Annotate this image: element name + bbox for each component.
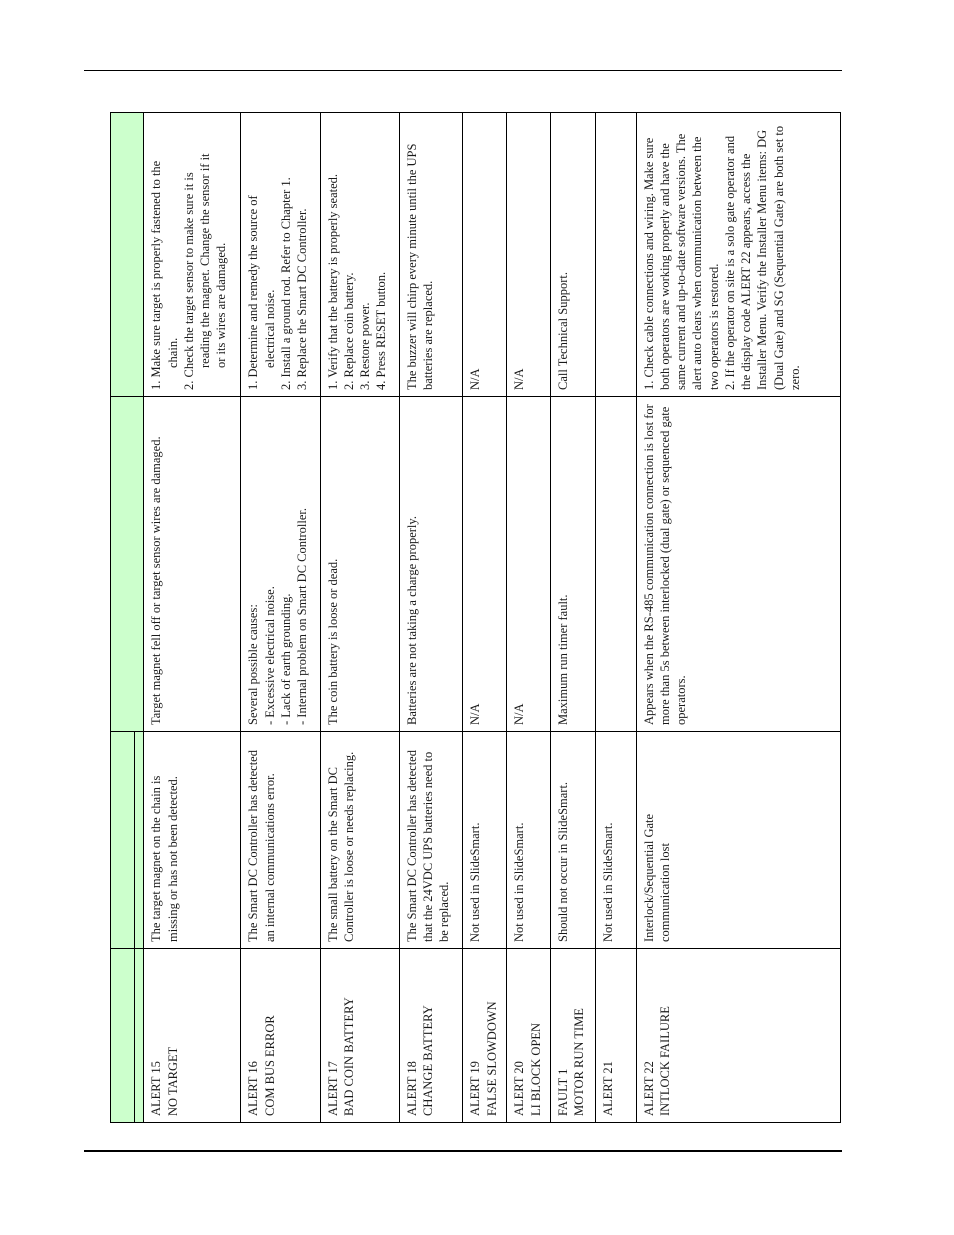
code-cell: ALERT 19 FALSE SLOWDOWN <box>463 949 507 1123</box>
table-row <box>507 113 551 1123</box>
description-cell: Not used in SlideSmart. <box>595 732 636 949</box>
table-row <box>144 113 241 1123</box>
header-rule <box>84 70 842 71</box>
description-cell: The Smart DC Controller has detected that the 24VDC UPS batteries need to be replaced. <box>399 732 463 949</box>
code-cell: ALERT 21 <box>595 949 636 1123</box>
code-cell: ALERT 15 NO TARGET <box>144 949 241 1123</box>
cause-cell: N/A <box>463 397 507 732</box>
solution-cell: 1. Verify that the battery is properly seated. 2. Replace coin battery. 3. Restore power. 4. Press RESET button. <box>320 113 399 397</box>
code-cell: ALERT 20 LI BLOCK OPEN <box>507 949 551 1123</box>
solution-cell: 1. Determine and remedy the source of electrical noise. 2. Install a ground rod. Refer to Chapter 1. 3. Replace the Smart DC Controller. <box>241 113 320 397</box>
code-cell: ALERT 16 COM BUS ERROR <box>241 949 320 1123</box>
cause-cell: The coin battery is loose or dead. <box>320 397 399 732</box>
cause-cell: Batteries are not taking a charge properly. <box>399 397 463 732</box>
cause-cell: Maximum run timer fault. <box>551 397 596 732</box>
cause-cell <box>595 397 636 732</box>
solution-cell: 1. Make sure target is properly fastened to the chain. 2. Check the target sensor to make sure it is reading the magnet. Change the sensor if it or its wires are damaged. <box>144 113 241 397</box>
header-cell-description <box>111 732 135 949</box>
subheader-cell-description <box>134 732 143 949</box>
code-cell: ALERT 22 INTLOCK FAILURE <box>636 949 840 1123</box>
alert-table <box>110 112 841 1123</box>
alert-table-rotated <box>110 113 841 1123</box>
table-row <box>399 113 463 1123</box>
solution-cell: N/A <box>507 113 551 397</box>
description-cell: The Smart DC Controller has detected an internal communications error. <box>241 732 320 949</box>
table-header-row <box>111 113 135 1123</box>
cause-cell: Appears when the RS-485 communication connection is lost for more than 5s between interlocked (dual gate) or sequenced gate operators. <box>636 397 840 732</box>
description-cell: Should not occur in SlideSmart. <box>551 732 596 949</box>
table-row <box>463 113 507 1123</box>
solution-cell: Call Technical Support. <box>551 113 596 397</box>
header-cell-solution <box>111 113 144 397</box>
table-row <box>595 113 636 1123</box>
table-row <box>241 113 320 1123</box>
description-cell: The small battery on the Smart DC Controller is loose or needs replacing. <box>320 732 399 949</box>
cause-cell: Target magnet fell off or target sensor wires are damaged. <box>144 397 241 732</box>
header-cell-code <box>111 949 135 1123</box>
cause-cell: N/A <box>507 397 551 732</box>
code-cell: FAULT 1 MOTOR RUN TIME <box>551 949 596 1123</box>
description-cell: Not used in SlideSmart. <box>463 732 507 949</box>
code-cell: ALERT 17 BAD COIN BATTERY <box>320 949 399 1123</box>
cause-cell: Several possible causes: - Excessive electrical noise. - Lack of earth grounding. - Internal problem on Smart DC Controller. <box>241 397 320 732</box>
table-row <box>636 113 840 1123</box>
description-cell: Interlock/Sequential Gate communication lost <box>636 732 840 949</box>
footer-rule <box>84 1150 842 1152</box>
code-cell: ALERT 18 CHANGE BATTERY <box>399 949 463 1123</box>
subheader-cell-code <box>134 949 143 1123</box>
solution-cell: N/A <box>463 113 507 397</box>
description-cell: The target magnet on the chain is missing or has not been detected. <box>144 732 241 949</box>
solution-cell: 1. Check cable connections and wiring. Make sure both operators are working properly and have the same current and up-to-date software versions. The alert auto clears when communication between the two operators is restored. 2. If the operator on site is a solo gate operator and the display code ALERT 22 appears, access the Installer Menu. Verify the Installer Menu items: DG (Dual Gate) and SG (Sequential Gate) are both set to zero. <box>636 113 840 397</box>
table-row <box>320 113 399 1123</box>
description-cell: Not used in SlideSmart. <box>507 732 551 949</box>
header-cell-cause <box>111 397 144 732</box>
table-row <box>551 113 596 1123</box>
solution-cell <box>595 113 636 397</box>
solution-cell: The buzzer will chirp every minute until the UPS batteries are replaced. <box>399 113 463 397</box>
